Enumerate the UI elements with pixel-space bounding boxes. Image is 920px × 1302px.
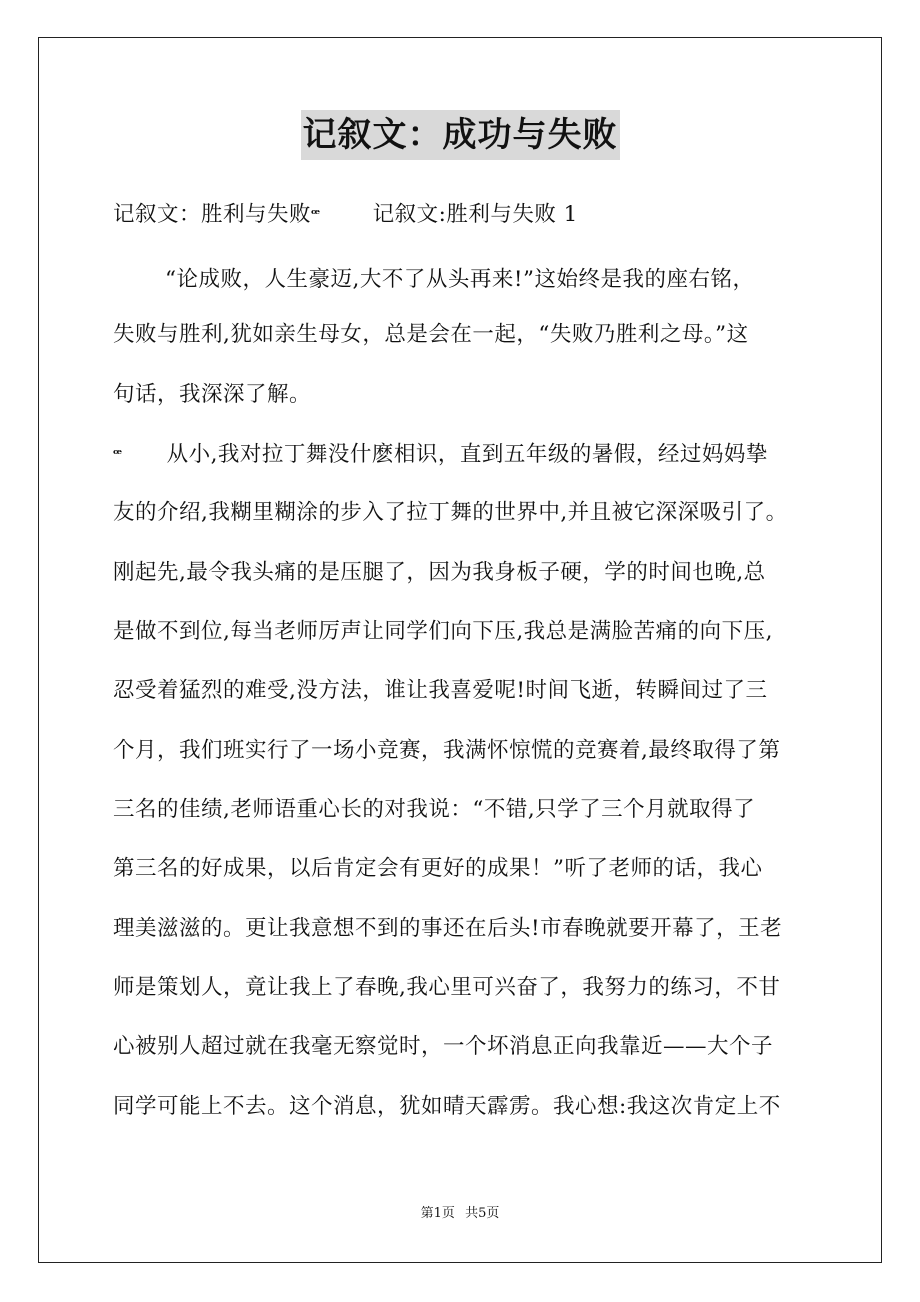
paragraph-line: 刚起先,最令我头痛的是压腿了，因为我身板子硬，学的时间也晚,总 <box>113 560 766 585</box>
title-wrap <box>0 110 920 160</box>
subtitle-right: 记叙文:胜利与失败 1 <box>372 202 578 227</box>
subtitle-left: 记叙文：胜利与失败 <box>113 202 312 227</box>
paragraph-line: 是做不到位,每当老师厉声让同学们向下压,我总是满脸苦痛的向下压, <box>113 619 774 644</box>
page-number: 第1页 <box>420 1206 455 1221</box>
paragraph-line: 师是策划人，竟让我上了春晚,我心里可兴奋了，我努力的练习，不甘 <box>113 975 781 1000</box>
paragraph-line: 忍受着猛烈的难受,没方法，谁让我喜爱呢!时间飞逝，转瞬间过了三 <box>113 678 768 703</box>
subtitle-line <box>113 200 578 230</box>
paragraph-line: 友的介绍,我糊里糊涂的步入了拉丁舞的世界中,并且被它深深吸引了。 <box>113 500 788 525</box>
paragraph-line: 个月，我们班实行了一场小竞赛，我满怀惊慌的竞赛着,最终取得了第 <box>113 738 781 763</box>
paragraph-line: 三名的佳绩,老师语重心长的对我说：“不错,只学了三个月就取得了 <box>113 797 756 822</box>
paragraph-line-bullet <box>113 440 768 470</box>
paragraph-line: 句话，我深深了解。 <box>113 382 312 407</box>
paragraph-line: 第三名的好成果，以后肯定会有更好的成果！”听了老师的话，我心 <box>113 856 763 881</box>
paragraph-line: 心被别人超过就在我毫无察觉时，一个坏消息正向我靠近——大个子 <box>113 1034 774 1059</box>
paragraph-text: 从小,我对拉丁舞没什麽相识，直到五年级的暑假，经过妈妈挚 <box>166 442 768 467</box>
paragraph-line: 理美滋滋的。更让我意想不到的事还在后头!市春晚就要开幕了，王老 <box>113 916 783 941</box>
paragraph-line: 失败与胜利,犹如亲生母女，总是会在一起，“失败乃胜利之母。”这 <box>113 322 749 347</box>
subtitle-mark: ꟹ <box>311 207 321 223</box>
page-footer <box>0 1204 920 1224</box>
paragraph-line: “论成败，人生豪迈,大不了从头再来!”这始终是我的座右铭， <box>165 267 755 292</box>
document-title: 记叙文：成功与失败 <box>301 110 620 160</box>
bullet-mark: ꟹ <box>113 447 123 463</box>
paragraph-line: 同学可能上不去。这个消息，犹如晴天霹雳。我心想:我这次肯定上不 <box>113 1094 781 1119</box>
page-total: 共5页 <box>465 1206 500 1221</box>
